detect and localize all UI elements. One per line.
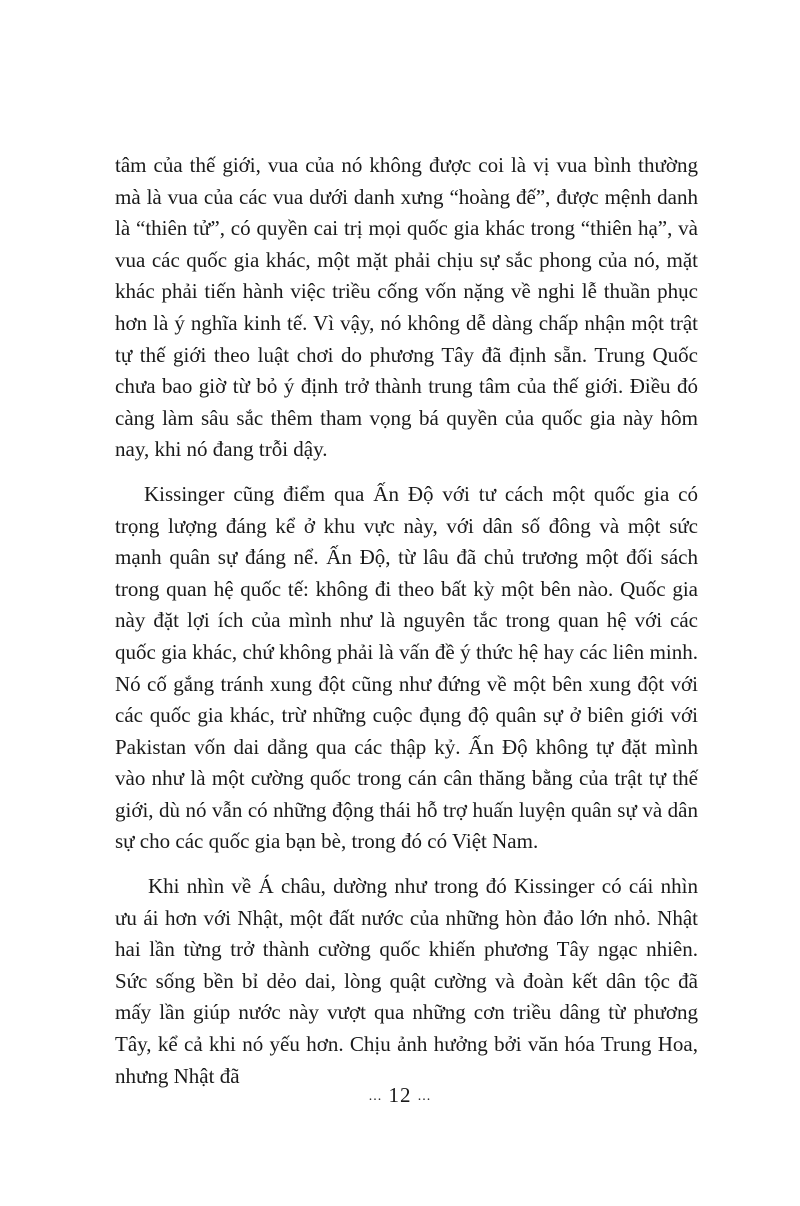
paragraph-3: Khi nhìn về Á châu, dường như trong đó Kissinger có cái nhìn ưu ái hơn với Nhật, một đất nước của những hòn đảo lớn nhỏ. Nhật hai lần từng trở thành cường quốc khiến phương Tây ngạc nhiên. Sức sống bền bỉ dẻo dai, lòng quật cường và đoàn kết dân tộc đã mấy lần giúp nước này vượt qua những cơn triều dâng từ phương Tây, kể cả khi nó yếu hơn. Chịu ảnh hưởng bởi văn hóa Trung Hoa, nhưng Nhật đã [115, 874, 698, 1088]
page-number-prefix: ... [368, 1089, 383, 1105]
page-number-suffix: ... [417, 1089, 432, 1105]
page-number-value: 12 [388, 1083, 412, 1107]
body-text [115, 150, 698, 1092]
paragraph-2: Kissinger cũng điểm qua Ấn Độ với tư cách một quốc gia có trọng lượng đáng kể ở khu vực này, với dân số đông và một sức mạnh quân sự đáng nể. Ấn Độ, từ lâu đã chủ trương một đối sách trong quan hệ quốc tế: không đi theo bất kỳ một bên nào. Quốc gia này đặt lợi ích của mình như là nguyên tắc trong quan hệ với các quốc gia khác, chứ không phải là vấn đề ý thức hệ hay các liên minh. Nó cố gắng tránh xung đột cũng như đứng về một bên xung đột với các quốc gia khác, trừ những cuộc đụng độ quân sự ở biên giới với Pakistan vốn dai dẳng qua các thập kỷ. Ấn Độ không tự đặt mình vào như là một cường quốc trong cán cân thăng bằng của trật tự thế giới, dù nó vẫn có những động thái hỗ trợ huấn luyện quân sự và dân sự cho các quốc gia bạn bè, trong đó có Việt Nam. [115, 481, 698, 854]
paragraph-1: tâm của thế giới, vua của nó không được coi là vị vua bình thường mà là vua của các vua dưới danh xưng “hoàng đế”, được mệnh danh là “thiên tử”, có quyền cai trị mọi quốc gia khác trong “thiên hạ”, và vua các quốc gia khác, một mặt phải chịu sự sắc phong của nó, mặt khác phải tiến hành việc triều cống vốn nặng về nghi lễ thuần phục hơn là ý nghĩa kinh tế. Vì vậy, nó không dễ dàng chấp nhận một trật tự thế giới theo luật chơi do phương Tây đã định sẵn. Trung Quốc chưa bao giờ từ bỏ ý định trở thành trung tâm của thế giới. Điều đó càng làm sâu sắc thêm tham vọng bá quyền của quốc gia này hôm nay, khi nó đang trỗi dậy. [115, 153, 698, 462]
page-number [0, 1083, 800, 1108]
